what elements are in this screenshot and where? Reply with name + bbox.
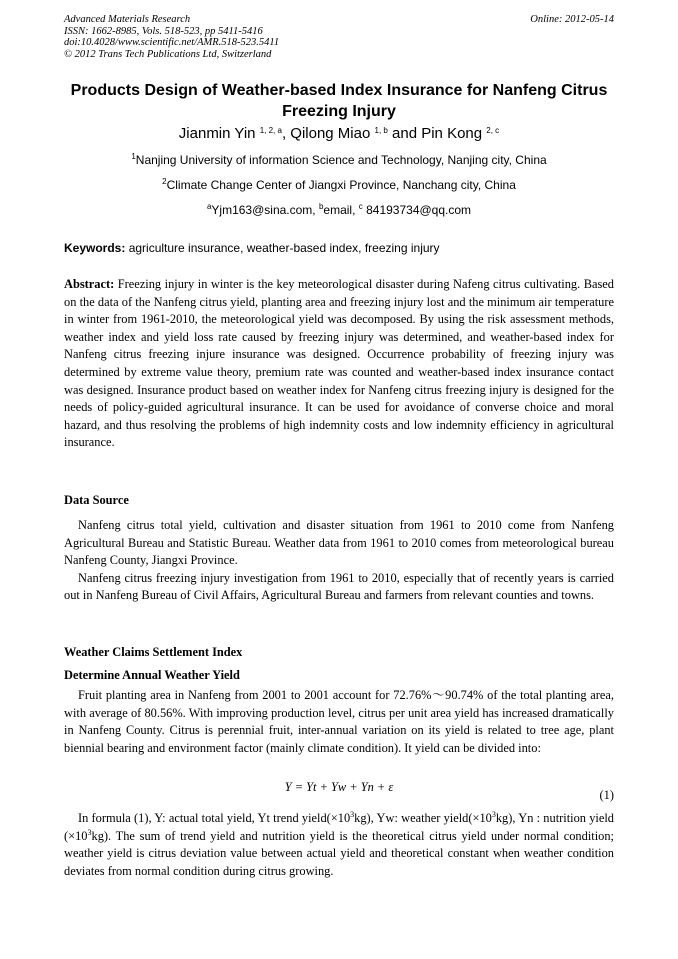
author-separator: and [387,125,422,142]
affiliation-2 [0,178,678,192]
author-name: Pin Kong [421,125,483,142]
email-text: Yjm163@sina.com, [211,203,319,217]
email-mark: c [358,202,363,211]
author-affil-mark: 1, 2, a [259,126,282,135]
paragraph: Fruit planting area in Nanfeng from 2001 to 2001 account for 72.76%～90.74% of the total planting area, with average of 80.56%. With improving production level, citrus per unit area yield has increased dramatically in Nanfeng County. Citrus is perennial fruit, inter-annual variation on its yield is related to tree age, plant biennial bearing and environment factor (mainly climate condition). It yield can be divided into: [64,688,614,755]
affil-text: Nanjing University of information Science and Technology, Nanjing city, China [135,153,547,167]
claims-body-1 [64,687,614,757]
author-name: Jianmin Yin [178,125,256,142]
email-mark: a [206,202,212,211]
text-run: In formula (1), Y: actual total yield, Yt trend yield(×10 [78,811,351,825]
keywords-label: Keywords: [64,241,126,255]
author-line [0,125,678,142]
issn-line: ISSN: 1662-8985, Vols. 518-523, pp 5411-5416 [64,25,263,37]
doi-line: doi:10.4028/www.scientific.net/AMR.518-523.5411 [64,37,280,48]
section-heading-claims: Weather Claims Settlement Index [64,645,243,659]
text-run: kg). The sum of trend yield and nutrition yield is the theoretical citrus yield under normal condition; weather yield is citrus deviation value between actual yield and theoretical constant when weather condition deviates from normal condition during citrus growing. [64,828,614,878]
paragraph: Nanfeng citrus total yield, cultivation and disaster situation from 1961 to 2010 come from Nanfeng Agricultural Bureau and Statistic Bureau. Weather data from 1961 to 2010 comes from meteorological bureau Nanfeng County, Jiangxi Province. [64,518,614,568]
journal-name: Advanced Materials Research [64,14,191,25]
abstract-label: Abstract: [64,277,115,291]
text-run: kg), Yn : nutrition yield (×10 [64,811,614,843]
author-affil-mark: 2, c [486,126,500,135]
affil-mark: 1 [131,152,136,161]
author-name: Qilong Miao [290,125,371,142]
email-line [0,203,678,217]
abstract-text: Freezing injury in winter is the key meteorological disaster during Nafeng citrus cultivating. Based on the data of the Nanfeng citrus yield, planting area and freezing injury lost and the minimum air temperature in winter from 1961-2010, the meteorological yield was decomposed. By using the risk assessment methods, weather index and yield loss rate caused by freezing injury was determined, and weather-based index for Nanfeng citrus freezing injure insurance was designed. Occurrence probability of freezing injury was determined by extreme value theory, premium rate was counted and weather-based index insurance contact was designed. Insurance product based on weather index for Nanfeng citrus freezing injury is designed for the needs of policy-guided agricultural insurance. It can be used for avoidance of converse choice and moral hazard, and thus resolving the problems of high indemnity costs and low indemnity efficiency in agricultural insurance. [64,277,614,450]
affiliation-1 [0,153,678,167]
claims-body-2 [64,810,614,880]
abstract [64,276,614,452]
section-heading-data-source: Data Source [64,493,129,507]
author-affil-mark: 1, b [374,126,388,135]
superscript: 3 [491,810,496,819]
equation-1: Y = Yt + Yw + Yn + ε [284,780,394,794]
email-mark: b [318,202,324,211]
copyright-line: © 2012 Trans Tech Publications Ltd, Switzerland [64,48,272,60]
keywords [64,241,440,255]
paragraph [64,810,614,880]
equation-number: (1) [599,788,614,802]
affil-text: Climate Change Center of Jiangxi Province, Nanchang city, China [166,178,516,192]
superscript: 3 [87,827,92,837]
paragraph: Nanfeng citrus freezing injury investigation from 1961 to 2010, especially that of recently years is carried out in Nanfeng Bureau of Civil Affairs, Agricultural Bureau and farmers from relevant counties and towns. [64,570,614,603]
affil-mark: 2 [162,177,167,186]
subsection-heading-weather-yield: Determine Annual Weather Yield [64,668,240,682]
paper-title: Products Design of Weather-based Index Insurance for Nanfeng Citrus Freezing Injury [70,82,608,120]
keywords-text: agriculture insurance, weather-based index, freezing injury [125,241,440,255]
journal-header [64,14,279,60]
data-source-body [64,517,614,605]
email-text: email, [323,203,359,217]
author-separator: , [281,125,291,142]
online-date: Online: 2012-05-14 [530,14,614,25]
email-text: 84193734@qq.com [362,203,472,217]
superscript: 3 [350,810,355,819]
text-run: kg), Yw: weather yield(×10 [354,811,492,825]
